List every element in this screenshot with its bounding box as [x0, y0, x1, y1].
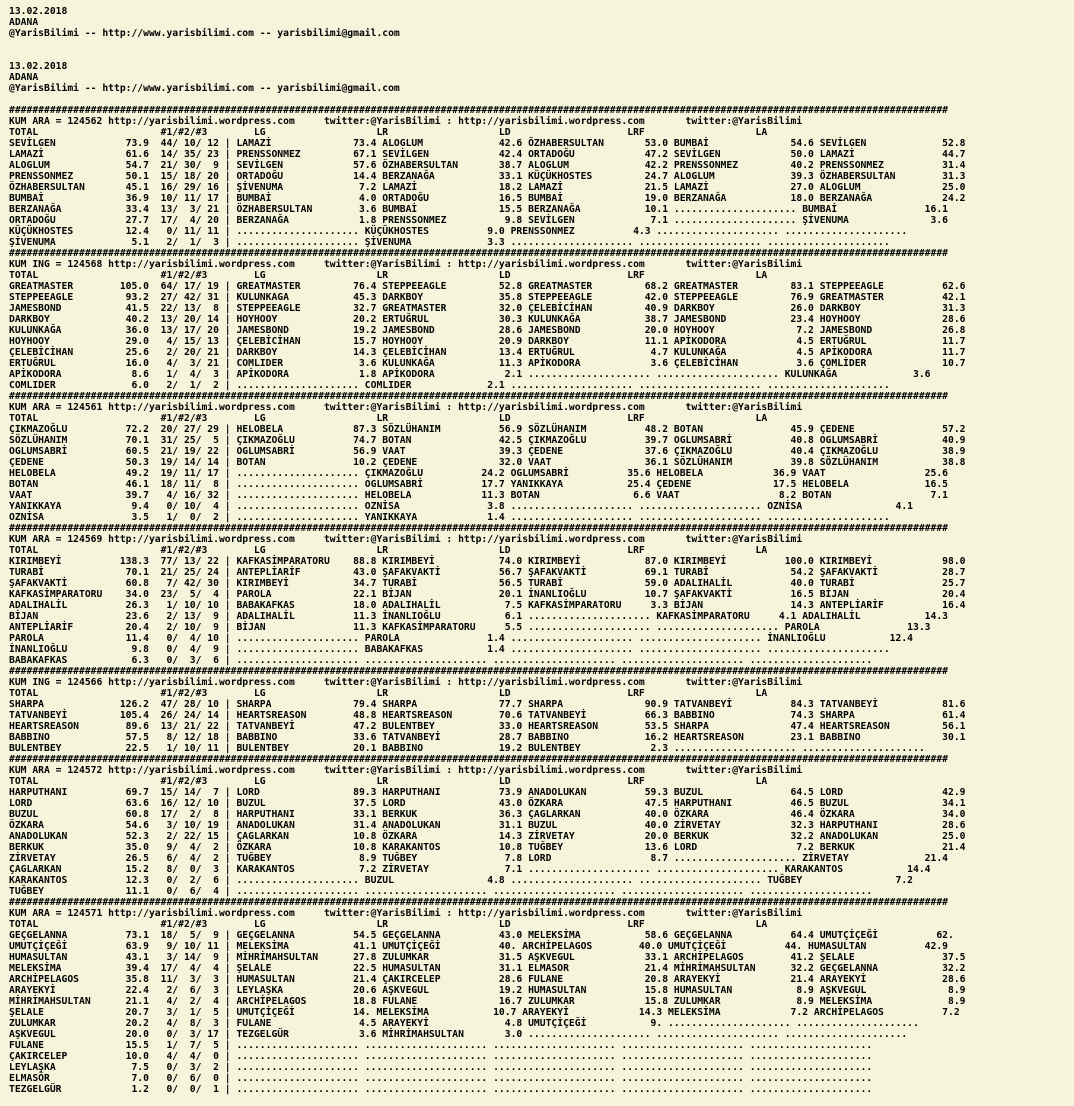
report-line: ZİRVETAY 26.5 6/ 4/ 2 | TUĞBEY 8.9 TUĞBEY 7.8 LORD 8.7 ..................... ZİRVETAY 21.4 [9, 853, 949, 864]
race-header: KUM ARA = 124561 http://yarisbilimi.wordpress.com twitter:@YarisBilimi : http://yarisbilimi.wordpress.com twitter:@YarisBilimi [9, 402, 803, 413]
report-line: HARPUTHANI 69.7 15/ 14/ 7 | LORD 89.3 HARPUTHANI 73.9 ANADOLUKAN 59.3 BUZUL 64.5 LORD 42.9 [9, 787, 966, 798]
report-line: GEÇGELANNA 73.1 18/ 5/ 9 | GEÇGELANNA 54.5 GEÇGELANNA 43.0 MELEKSİMA 58.6 GEÇGELANNA 64.4 UMUTÇİÇEĞİ 62. [9, 930, 954, 941]
report-line: OGLUMSABRİ 60.5 21/ 19/ 22 | OGLUMSABRİ 56.9 VAAT 39.3 ÇEDENE 37.6 ÇIKMAZOĞLU 40.4 ÇIKMAZOĞLU 38.9 [9, 446, 966, 457]
report-line: ARCHİPELAGOS 35.8 11/ 3/ 3 | HUMASULTAN 21.4 ÇAKIRCELEP 28.6 FULANE 20.8 ARAYEKYİ 21.4 ARAYEKYİ 28.6 [9, 974, 966, 985]
report-line: KÜÇÜKHOSTES 12.4 0/ 11/ 11 | ..................... KÜÇÜKHOSTES 9.0 PRENSSONMEZ 4.3 ..................... ..................... [9, 226, 908, 237]
report-line: PRENSSONMEZ 50.1 15/ 18/ 20 | ORTADOĞU 14.4 BERZANAĞA 33.1 KÜÇÜKHOSTES 24.7 ALOGLUM 39.3 ÖZHABERSULTAN 31.3 [9, 171, 966, 182]
report-line: BULENTBEY 22.5 1/ 10/ 11 | BULENTBEY 20.1 BABBINO 19.2 BULENTBEY 2.3 ..................... ..................... [9, 743, 925, 754]
report-line: ŞELALE 20.7 3/ 1/ 5 | UMUTÇİÇEĞİ 14. MELEKSİMA 10.7 ARAYEKYİ 14.3 MELEKSİMA 7.2 ARCHİPELAGOS 7.2 [9, 1007, 960, 1018]
report-line: HOYHOOY 29.0 4/ 15/ 13 | ÇELEBİCİHAN 15.7 HOYHOOY 20.9 DARKBOY 11.1 APİKODORA 4.5 ERTUĞRUL 11.7 [9, 336, 966, 347]
report-line: İNANLIOĞLU 9.8 0/ 4/ 9 | ..................... BABAKAFKAS 1.4 ..................... ..................... ..................... [9, 644, 890, 655]
race-header: KUM ARA = 124571 http://yarisbilimi.wordpress.com twitter:@YarisBilimi : http://yarisbilimi.wordpress.com twitter:@YarisBilimi [9, 908, 803, 919]
report-line: KARAKANTOS 12.3 0/ 2/ 6 | ..................... BUZUL 4.8 ..................... ..................... TUĞBEY 7.2 [9, 875, 914, 886]
report-line: ÖZHABERSULTAN 45.1 16/ 29/ 16 | ŞİVENUMA 7.2 LAMAZİ 18.2 LAMAZİ 21.5 LAMAZİ 27.0 ALOGLUM 25.0 [9, 182, 966, 193]
report-line: LORD 63.6 16/ 12/ 10 | BUZUL 37.5 LORD 43.0 ÖZKARA 47.5 HARPUTHANI 46.5 BUZUL 34.1 [9, 798, 966, 809]
report-line: ADANA [9, 72, 39, 83]
report-line: BERKUK 35.0 9/ 4/ 2 | ÖZKARA 10.8 KARAKANTOS 10.8 TUĞBEY 13.6 LORD 7.2 BERKUK 21.4 [9, 842, 966, 853]
column-header: TOTAL #1/#2/#3 LG LR LD LRF LA [9, 545, 768, 556]
report-line: SÖZLÜHANIM 70.1 31/ 25/ 5 | ÇIKMAZOĞLU 74.7 BOTAN 42.5 ÇIKMAZOĞLU 39.7 OGLUMSABRİ 40.8 OGLUMSABRİ 40.9 [9, 435, 966, 446]
race-header: KUM ARA = 124569 http://yarisbilimi.wordpress.com twitter:@YarisBilimi : http://yarisbilimi.wordpress.com twitter:@YarisBilimi [9, 534, 803, 545]
report-line: APİKODORA 8.6 1/ 4/ 3 | APİKODORA 1.8 APİKODORA 2.1 ..................... ..................... KULUNKAĞA 3.6 [9, 369, 931, 380]
race-header: KUM ARA = 124572 http://yarisbilimi.wordpress.com twitter:@YarisBilimi : http://yarisbilimi.wordpress.com twitter:@YarisBilimi [9, 765, 803, 776]
report-line: SEVİLGEN 73.9 44/ 10/ 12 | LAMAZİ 73.4 ALOGLUM 42.6 ÖZHABERSULTAN 53.0 BUMBAİ 54.6 SEVİLGEN 52.8 [9, 138, 966, 149]
report-line: ÇAKIRCELEP 10.0 4/ 4/ 0 | ..................... ..................... ..................... ..................... ..................... [9, 1051, 873, 1062]
report-line: ZULUMKAR 20.2 4/ 8/ 3 | FULANE 4.5 ARAYEKYİ 4.8 UMUTÇİÇEĞİ 9. ..................... ..................... [9, 1018, 919, 1029]
section-separator: ################################################################################################################################################################# [9, 105, 949, 116]
report-line: UMUTÇİÇEĞİ 63.9 9/ 10/ 11 | MELEKSİMA 41.1 UMUTÇİÇEĞİ 40. ARCHİPELAGOS 40.0 UMUTÇİÇEĞİ 44. HUMASULTAN 42.9 [9, 941, 949, 952]
report-line: ERTUĞRUL 16.0 4/ 3/ 21 | COMLIDER 3.6 KULUNKAĞA 11.3 APİKODORA 3.6 ÇELEBİCİHAN 3.6 ÇOMLİDER 10.7 [9, 358, 966, 369]
report-line: SHARPA 126.2 47/ 28/ 10 | SHARPA 79.4 SHARPA 77.7 SHARPA 90.9 TATVANBEYİ 84.3 TATVANBEYİ 81.6 [9, 699, 966, 710]
report-line: KAFKASİMPARATORU 34.0 23/ 5/ 4 | PAROLA 22.1 BİJAN 20.1 İNANLIOĞLU 10.7 ŞAFAKVAKTİ 16.5 BİJAN 20.4 [9, 589, 966, 600]
column-header: TOTAL #1/#2/#3 LG LR LD LRF LA [9, 688, 768, 699]
column-header: TOTAL #1/#2/#3 LG LR LD LRF LA [9, 127, 768, 138]
section-separator: ################################################################################################################################################################# [9, 754, 949, 765]
section-separator: ################################################################################################################################################################# [9, 391, 949, 402]
report-line: PAROLA 11.4 0/ 4/ 10 | ..................... PAROLA 1.4 ..................... ..................... İNANLIOĞLU 12.4 [9, 633, 914, 644]
column-header: TOTAL #1/#2/#3 LG LR LD LRF LA [9, 413, 768, 424]
report-line: BABBINO 57.5 8/ 12/ 18 | BABBINO 33.6 TATVANBEYİ 28.7 BABBINO 16.2 HEARTSREASON 23.1 BABBINO 30.1 [9, 732, 966, 743]
report-line: HEARTSREASON 89.6 13/ 21/ 22 | TATVANBEYİ 47.2 BULENTBEY 33.0 HEARTSREASON 53.5 SHARPA 47.4 HEARTSREASON 56.1 [9, 721, 966, 732]
report-line: KIRIMBEYİ 138.3 77/ 13/ 22 | KAFKASİMPARATORU 88.8 KIRIMBEYİ 74.0 KIRIMBEYİ 87.0 KIRIMBEYİ 100.0 KIRIMBEYİ 98.0 [9, 556, 966, 567]
column-header: TOTAL #1/#2/#3 LG LR LD LRF LA [9, 270, 768, 281]
report-line: BABAKAFKAS 6.3 0/ 3/ 6 | ..................... ..................... ..................... ..................... ..................... [9, 655, 873, 666]
report-line: @YarisBilimi -- http://www.yarisbilimi.com -- yarisbilimi@gmail.com [9, 83, 400, 94]
report-line: ADANA [9, 17, 39, 28]
report-line: HELOBELA 49.2 19/ 11/ 17 | ..................... ÇIKMAZOĞLU 24.2 OGLUMSABRİ 35.6 HELOBELA 36.9 VAAT 25.6 [9, 468, 949, 479]
report-line: ANADOLUKAN 52.3 2/ 22/ 15 | ÇAGLARKAN 10.8 ÖZKARA 14.3 ZİRVETAY 20.0 BERKUK 32.2 ANADOLUKAN 25.0 [9, 831, 966, 842]
report-line: ANTEPLİARİF 20.4 2/ 10/ 9 | BİJAN 11.3 KAFKASİMPARATORU 5.5 ..................... ..................... PAROLA 13.3 [9, 622, 931, 633]
report-line: COMLIDER 6.0 2/ 1/ 2 | ..................... COMLIDER 2.1 ..................... ..................... ..................... [9, 380, 890, 391]
section-separator: ################################################################################################################################################################# [9, 666, 949, 677]
section-separator: ################################################################################################################################################################# [9, 523, 949, 534]
race-header: KUM ARA = 124562 http://yarisbilimi.wordpress.com twitter:@YarisBilimi : http://yarisbilimi.wordpress.com twitter:@YarisBilimi [9, 116, 803, 127]
report-line: HUMASULTAN 43.1 3/ 14/ 9 | MİHRİMAHSULTAN 27.8 ZULUMKAR 31.5 AŞKVEGUL 33.1 ARCHİPELAGOS 41.2 ŞELALE 37.5 [9, 952, 966, 963]
report-line: ADALIHALİL 26.3 1/ 10/ 10 | BABAKAFKAS 18.0 ADALIHALİL 7.5 KAFKASİMPARATORU 3.3 BİJAN 14.3 ANTEPLİARİF 16.4 [9, 600, 966, 611]
report-line: OZNİSA 3.5 1/ 0/ 2 | ..................... YANIKKAYA 1.4 ..................... ..................... ..................... [9, 512, 890, 523]
report-line: JAMESBOND 41.5 22/ 13/ 8 | STEPPEEAGLE 32.7 GREATMASTER 32.0 ÇELEBİCİHAN 40.9 DARKBOY 26.0 DARKBOY 31.3 [9, 303, 966, 314]
report-line: ARAYEKYİ 22.4 2/ 6/ 3 | LEYLAŞKA 20.6 AŞKVEGUL 19.2 HUMASULTAN 15.8 HUMASULTAN 8.9 AŞKVEGUL 8.9 [9, 985, 966, 996]
report-line: BUMBAİ 36.9 10/ 11/ 17 | BUMBAİ 4.0 ORTADOĞU 16.5 BUMBAİ 19.0 BERZANAĞA 18.0 BERZANAĞA 24.2 [9, 193, 966, 204]
report-line: TATVANBEYİ 105.4 26/ 24/ 14 | HEARTSREASON 48.8 HEARTSREASON 70.6 TATVANBEYİ 66.3 BABBINO 74.3 SHARPA 61.4 [9, 710, 966, 721]
report-line: BOTAN 46.1 18/ 11/ 8 | ..................... OGLUMSABRİ 17.7 YANIKKAYA 25.4 ÇEDENE 17.5 HELOBELA 16.5 [9, 479, 949, 490]
report-line: MELEKSİMA 39.4 17/ 4/ 4 | ŞELALE 22.5 HUMASULTAN 31.1 ELMASOR 21.4 MİHRİMAHSULTAN 32.2 GEÇGELANNA 32.2 [9, 963, 966, 974]
report-line: ÇAGLARKAN 15.2 8/ 0/ 3 | KARAKANTOS 7.2 ZİRVETAY 7.1 ..................... ..................... KARAKANTOS 14.4 [9, 864, 931, 875]
report-line: TUĞBEY 11.1 0/ 6/ 4 | ..................... ..................... ..................... ..................... ..................... [9, 886, 873, 897]
report-line: FULANE 15.5 1/ 7/ 5 | ..................... ..................... ..................... ..................... ..................... [9, 1040, 873, 1051]
report-line [9, 39, 1074, 50]
report-line: TEZGELGÜR 1.2 0/ 0/ 1 | ..................... ..................... ..................... ..................... ..................... [9, 1084, 873, 1095]
report-line: STEPPEEAGLE 93.2 27/ 42/ 31 | KULUNKAGA 45.3 DARKBOY 35.8 STEPPEEAGLE 42.0 STEPPEEAGLE 76.9 GREATMASTER 42.1 [9, 292, 966, 303]
column-header: TOTAL #1/#2/#3 LG LR LD LRF LA [9, 919, 768, 930]
report-line: BERZANAĞA 33.4 13/ 3/ 21 | ÖZHABERSULTAN 3.6 BUMBAİ 15.5 BERZANAĞA 10.1 ..................... BUMBAİ 16.1 [9, 204, 949, 215]
report-line: BUZUL 60.8 17/ 2/ 8 | HARPUTHANI 33.1 BERKUK 36.3 ÇAGLARKAN 40.0 ÖZKARA 46.4 ÖZKARA 34.0 [9, 809, 966, 820]
report-line: 13.02.2018 [9, 6, 68, 17]
report-line: YANIKKAYA 9.4 0/ 10/ 4 | ..................... OZNİSA 3.8 ..................... ..................... OZNİSA 4.1 [9, 501, 914, 512]
report-line: @YarisBilimi -- http://www.yarisbilimi.com -- yarisbilimi@gmail.com [9, 28, 400, 39]
report-line [9, 94, 1074, 105]
report-line: VAAT 39.7 4/ 16/ 32 | ..................... HELOBELA 11.3 BOTAN 6.6 VAAT 8.2 BOTAN 7.1 [9, 490, 949, 501]
report-line: DARKBOY 40.2 13/ 20/ 14 | HOYHOOY 20.2 ERTUĞRUL 30.3 KULUNKAĞA 38.7 JAMESBOND 23.4 HOYHOOY 28.6 [9, 314, 966, 325]
report-line: LAMAZİ 61.6 14/ 35/ 23 | PRENSSONMEZ 67.1 SEVİLGEN 42.4 ORTADOĞU 47.2 SEVİLGEN 50.0 LAMAZİ 44.7 [9, 149, 966, 160]
column-header: TOTAL #1/#2/#3 LG LR LD LRF LA [9, 776, 768, 787]
race-header: KUM ING = 124568 http://yarisbilimi.wordpress.com twitter:@YarisBilimi : http://yarisbilimi.wordpress.com twitter:@YarisBilimi [9, 259, 803, 270]
report-line: ALOGLUM 54.7 21/ 30/ 9 | SEVİLGEN 57.6 ÖZHABERSULTAN 38.7 ALOGLUM 42.2 PRENSSONMEZ 40.2 PRENSSONMEZ 31.4 [9, 160, 966, 171]
report-line [9, 50, 1074, 61]
report-line: MİHRİMAHSULTAN 21.1 4/ 2/ 4 | ARCHİPELAGOS 18.8 FULANE 16.7 ZULUMKAR 15.8 ZULUMKAR 8.9 MELEKSİMA 8.9 [9, 996, 966, 1007]
report-line: AŞKVEGUL 20.0 0/ 3/ 17 | TEZGELGÜR 3.6 MİHRİMAHSULTAN 3.0 ..................... ..................... ..................... [9, 1029, 908, 1040]
report-line: LEYLAŞKA 7.5 0/ 3/ 2 | ..................... ..................... ..................... ..................... ..................... [9, 1062, 873, 1073]
report-line: ORTADOĞU 27.7 17/ 4/ 20 | BERZANAĞA 1.8 PRENSSONMEZ 9.8 SEVİLGEN 7.1 ..................... ŞİVENUMA 3.6 [9, 215, 949, 226]
report-line: TURABİ 70.1 21/ 25/ 24 | ANTEPLİARİF 43.0 ŞAFAKVAKTİ 56.7 ŞAFAKVAKTİ 69.1 TURABİ 54.2 ŞAFAKVAKTİ 28.7 [9, 567, 966, 578]
section-separator: ################################################################################################################################################################# [9, 897, 949, 908]
report-line: KULUNKAĞA 36.0 13/ 17/ 20 | JAMESBOND 19.2 JAMESBOND 28.6 JAMESBOND 20.0 HOYHOOY 7.2 JAMESBOND 26.8 [9, 325, 966, 336]
report-line: ÇELEBİCİHAN 25.6 2/ 20/ 21 | DARKBOY 14.3 ÇELEBİCİHAN 13.4 ERTUĞRUL 4.7 KULUNKAĞA 4.5 APİKODORA 11.7 [9, 347, 966, 358]
report-line: ÇIKMAZOĞLU 72.2 20/ 27/ 29 | HELOBELA 87.3 SÖZLÜHANIM 56.9 SÖZLÜHANIM 48.2 BOTAN 45.9 ÇEDENE 57.2 [9, 424, 966, 435]
section-separator: ################################################################################################################################################################# [9, 248, 949, 259]
report-line: ELMASÖR 7.0 0/ 6/ 0 | ..................... ..................... ..................... ..................... ..................... [9, 1073, 873, 1084]
report-line: GREATMASTER 105.0 64/ 17/ 19 | GREATMASTER 76.4 STEPPEEAGLE 52.8 GREATMASTER 68.2 GREATMASTER 83.1 STEPPEEAGLE 62.6 [9, 281, 966, 292]
report-line: ÇEDENE 50.3 19/ 14/ 14 | BOTAN 10.2 ÇEDENE 32.0 VAAT 36.1 SÖZLÜHANIM 39.8 SÖZLÜHANIM 38.8 [9, 457, 966, 468]
report-line: BİJAN 23.6 2/ 13/ 9 | ADALIHALİL 11.3 İNANLIOĞLU 6.1 ..................... KAFKASİMPARATORU 4.1 ADALIHALİL 14.3 [9, 611, 949, 622]
report-line: ŞAFAKVAKTİ 60.8 7/ 42/ 30 | KIRIMBEYİ 34.7 TURABİ 56.5 TURABİ 59.0 ADALIHALİL 40.0 TURABİ 25.7 [9, 578, 966, 589]
race-header: KUM ING = 124566 http://yarisbilimi.wordpress.com twitter:@YarisBilimi : http://yarisbilimi.wordpress.com twitter:@YarisBilimi [9, 677, 803, 688]
report-line: ŞİVENUMA 5.1 2/ 1/ 3 | ..................... ŞİVENUMA 3.3 ..................... ..................... ..................... [9, 237, 890, 248]
report-line: ÖZKARA 54.6 3/ 10/ 19 | ANADOLUKAN 31.4 ANADOLUKAN 31.1 BUZUL 40.0 ZİRVETAY 32.3 HARPUTHANI 28.6 [9, 820, 966, 831]
report-line: 13.02.2018 [9, 61, 68, 72]
